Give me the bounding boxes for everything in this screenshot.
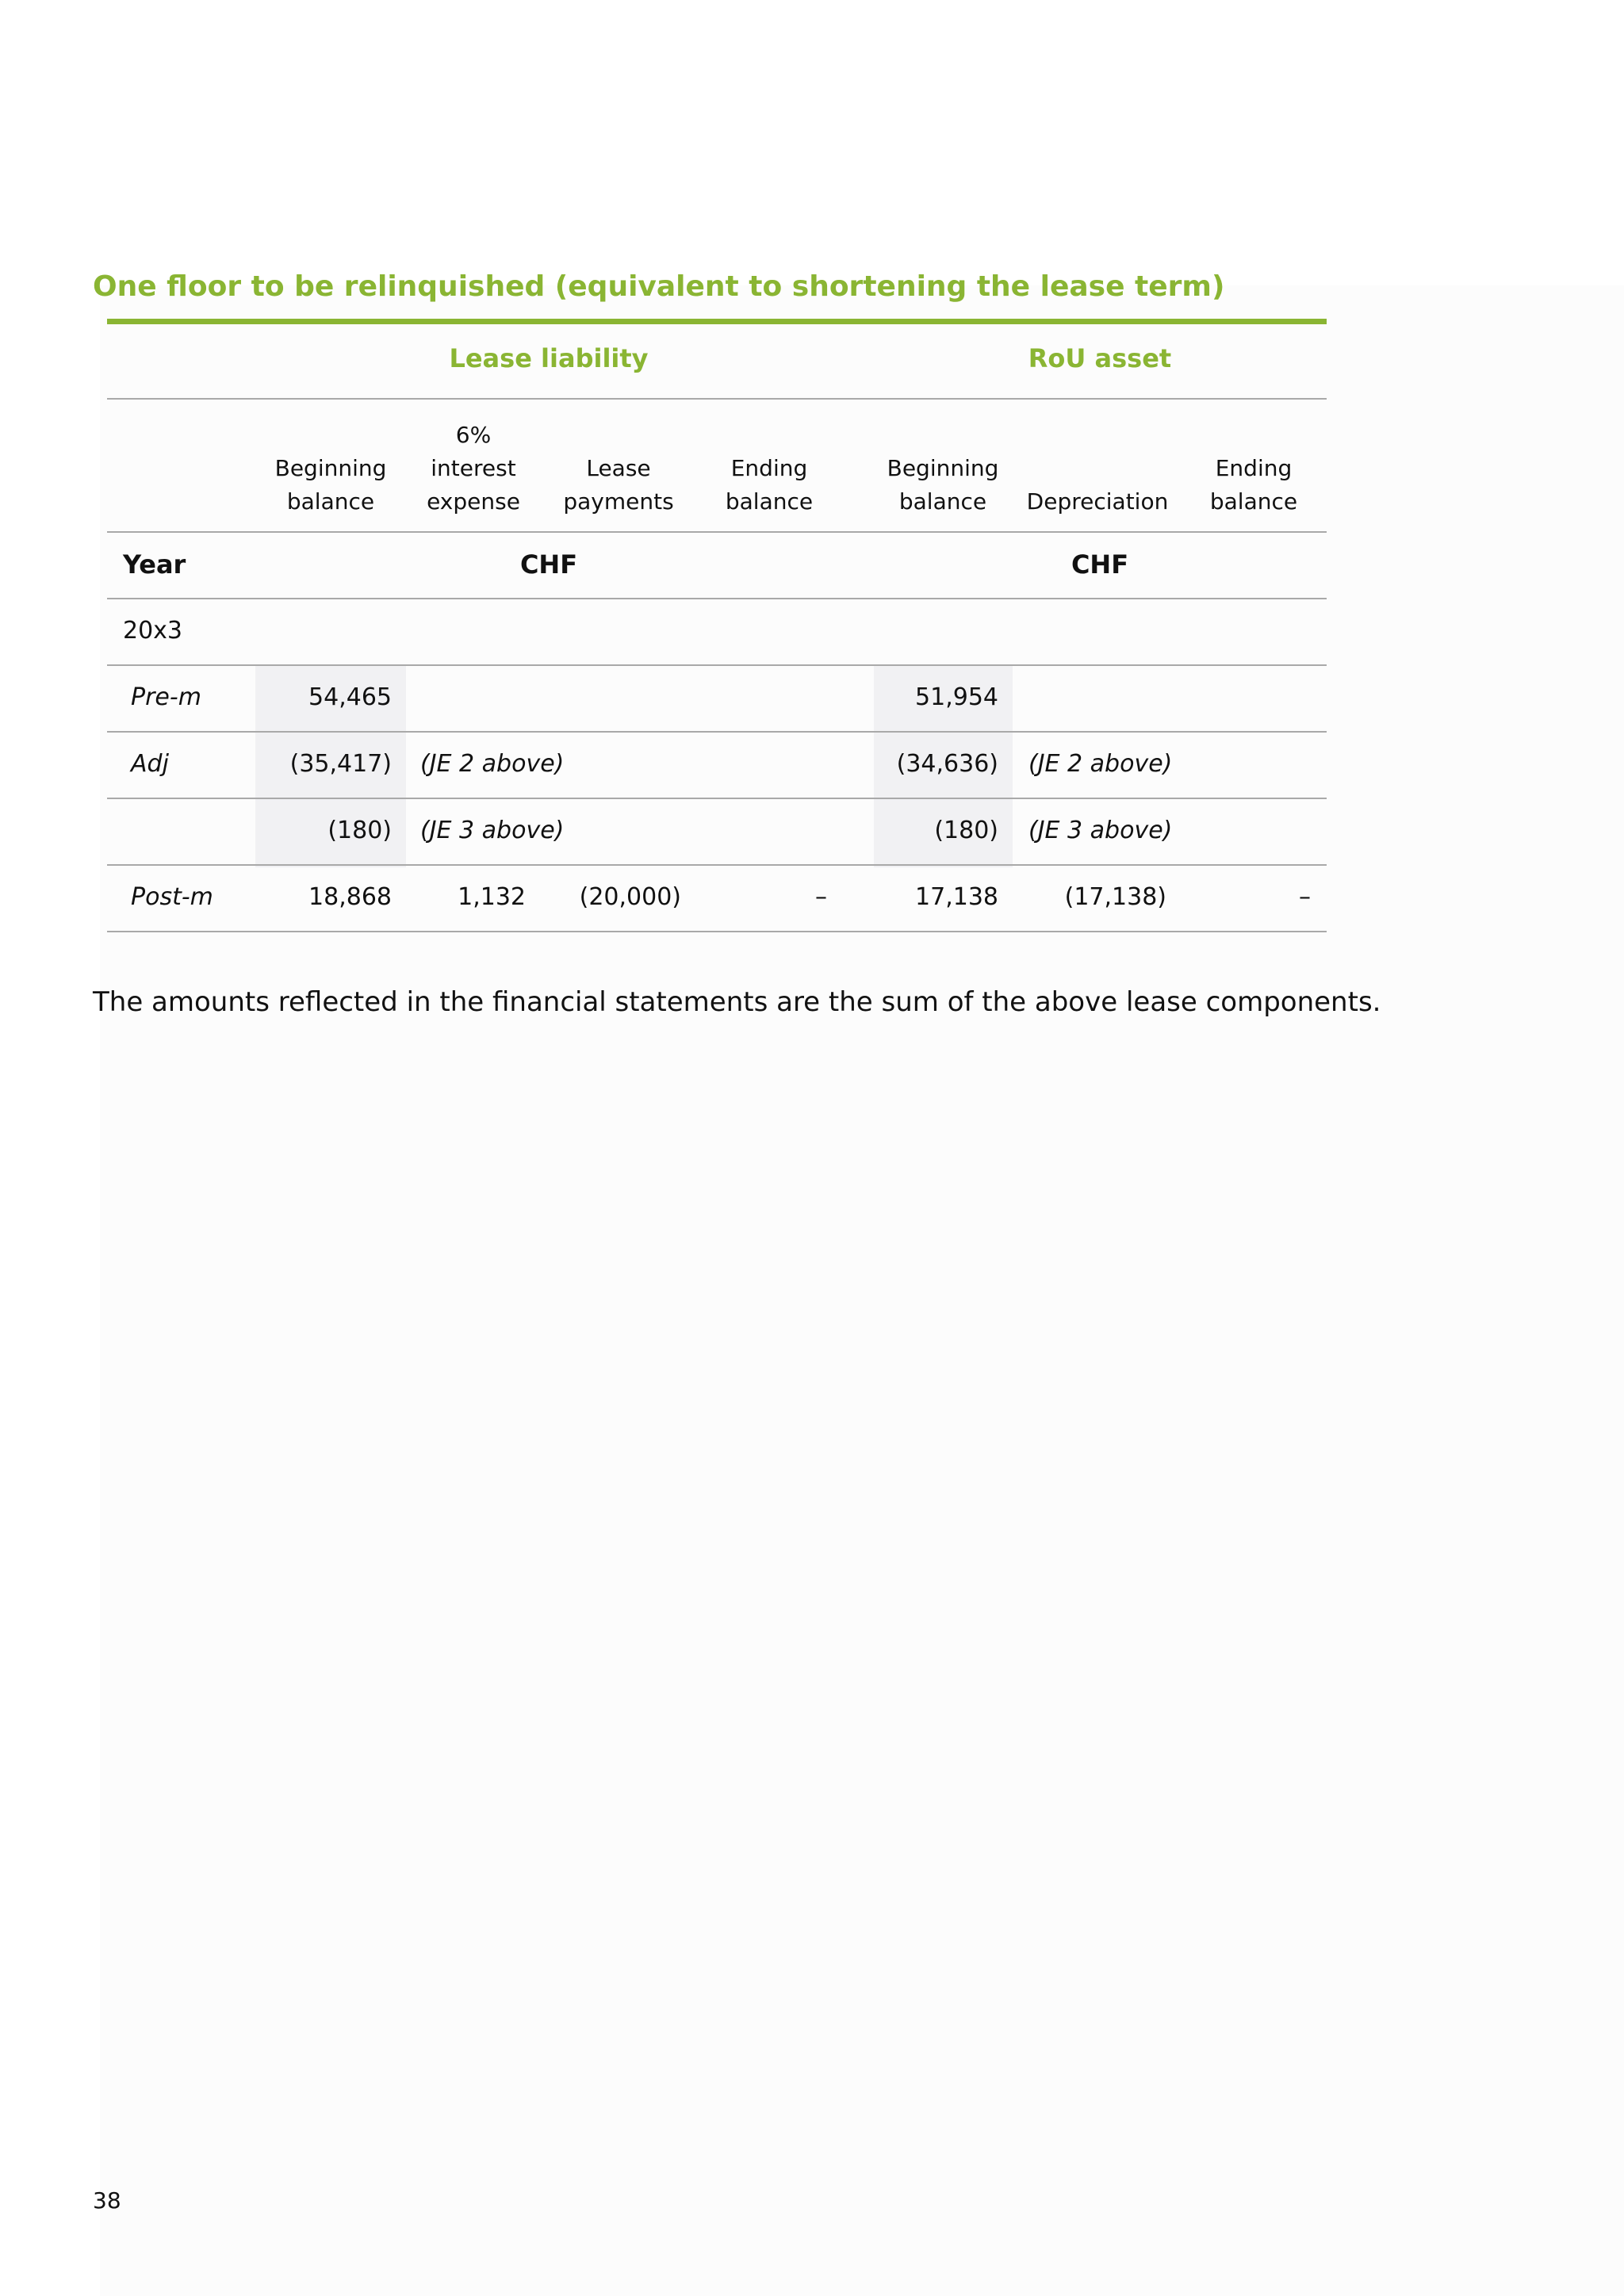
rule-after-period <box>107 664 1327 666</box>
period-label: 20x3 <box>123 617 183 645</box>
col-header-ll-payments: Lease payments <box>563 455 674 515</box>
cell-post-m-rou-depreciation: (17,138) <box>1064 883 1166 911</box>
page-number: 38 <box>93 2187 121 2214</box>
rule-after-adj-2 <box>107 864 1327 866</box>
cell-post-m-ll-payments: (20,000) <box>579 883 681 911</box>
col-header-ll-interest: 6% interest expense <box>427 422 520 515</box>
table-top-rule <box>107 319 1327 324</box>
cell-adj-rou-note: (JE 2 above) <box>1028 750 1173 778</box>
section-title: One floor to be relinquished (equivalent to shortening the lease term) <box>93 270 1225 303</box>
rule-after-groups <box>107 398 1327 400</box>
col-header-rou-ending: Ending balance <box>1209 455 1298 515</box>
year-label: Year <box>123 549 186 580</box>
rule-after-pre-m <box>107 731 1327 733</box>
col-header-rou-beginning: Beginning balance <box>887 455 999 515</box>
cell-adj-ll-beginning: (35,417) <box>289 750 392 778</box>
lease-table <box>107 319 1327 936</box>
cell-adj-rou-beginning: (34,636) <box>896 750 998 778</box>
summary-paragraph: The amounts reflected in the financial statements are the sum of the above lease components. <box>93 986 1381 1018</box>
rule-after-currency <box>107 598 1327 599</box>
cell-pre-m-ll-beginning: 54,465 <box>308 683 392 711</box>
cell-adj2-ll-beginning: (180) <box>327 817 392 844</box>
cell-pre-m-rou-beginning: 51,954 <box>915 683 998 711</box>
cell-post-m-rou-beginning: 17,138 <box>915 883 998 911</box>
col-header-ll-beginning: Beginning balance <box>274 455 387 515</box>
group-header-lease-liability: Lease liability <box>449 343 649 373</box>
col-header-ll-ending: Ending balance <box>725 455 814 515</box>
currency-ll: CHF <box>519 549 578 580</box>
cell-adj2-ll-note: (JE 3 above) <box>420 817 565 844</box>
rule-after-post-m <box>107 931 1327 932</box>
currency-rou: CHF <box>1071 549 1129 580</box>
cell-post-m-ll-interest: 1,132 <box>458 883 526 911</box>
col-header-rou-depreciation: Depreciation <box>1026 488 1169 515</box>
rule-after-adj-1 <box>107 798 1327 799</box>
cell-adj2-rou-beginning: (180) <box>934 817 998 844</box>
cell-adj2-rou-note: (JE 3 above) <box>1028 817 1173 844</box>
cell-post-m-rou-ending: – <box>1299 883 1311 911</box>
cell-adj-ll-note: (JE 2 above) <box>420 750 565 778</box>
row-label-post-m: Post-m <box>131 883 213 911</box>
cell-post-m-ll-ending: – <box>815 883 827 911</box>
group-header-rou-asset: RoU asset <box>1028 343 1172 373</box>
cell-post-m-ll-beginning: 18,868 <box>308 883 392 911</box>
row-label-adj: Adj <box>131 750 169 778</box>
rule-after-headers <box>107 531 1327 533</box>
row-label-pre-m: Pre-m <box>131 683 201 711</box>
